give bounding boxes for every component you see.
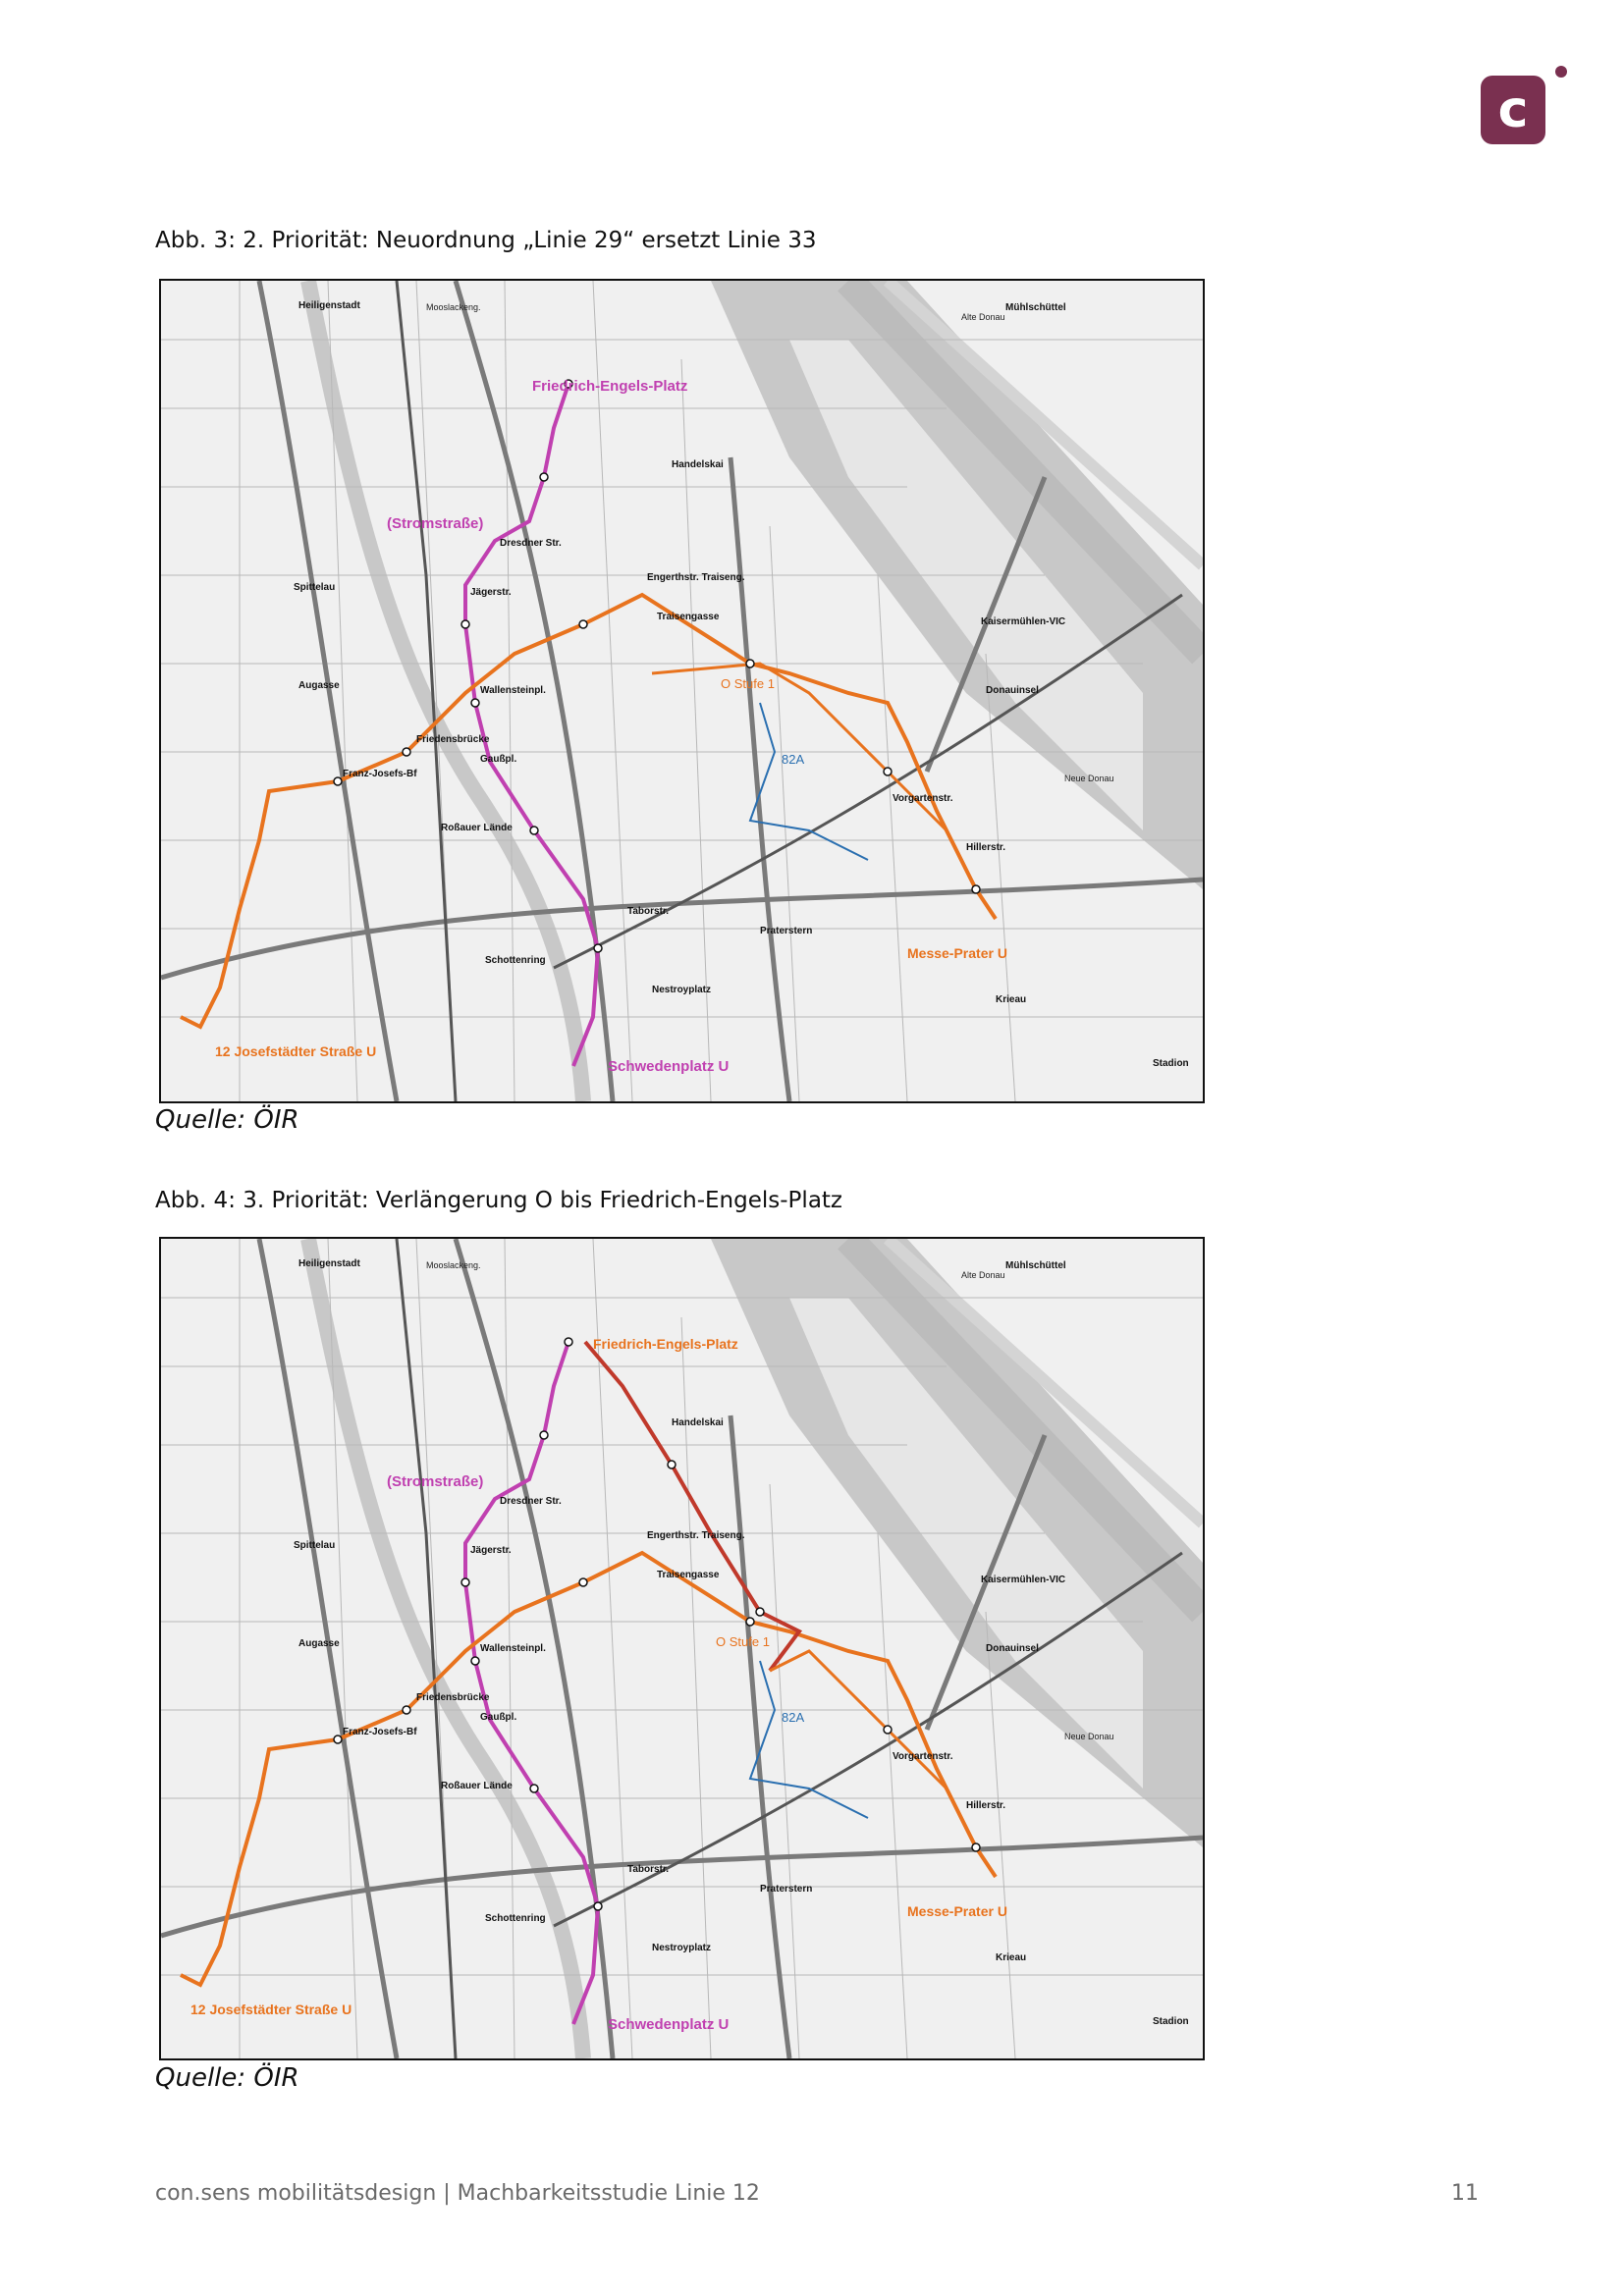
station-label: Donauinsel (986, 1643, 1039, 1654)
label-josefstaedter-strasse: 12 Josefstädter Straße U (190, 2002, 352, 2017)
label-messe-prater: Messe-Prater U (907, 1903, 1007, 1919)
station-label: Wallensteinpl. (480, 685, 546, 696)
station-label: Krieau (996, 994, 1027, 1005)
station-label: Mooslackeng. (426, 1260, 481, 1270)
station-label: Augasse (298, 680, 340, 691)
station-label: Heiligenstadt (298, 1258, 360, 1269)
station-label: Vorgartenstr. (893, 1751, 953, 1762)
station-label: Jägerstr. (470, 587, 512, 598)
station-label: Roßauer Lände (441, 1781, 513, 1791)
figure-caption: Abb. 3: 2. Priorität: Neuordnung „Linie 29“ ersetzt Linie 33 (155, 228, 817, 253)
station-label: Wallensteinpl. (480, 1643, 546, 1654)
station-label: Gaußpl. (480, 754, 517, 765)
station-label: Stadion (1153, 2016, 1189, 2027)
station-label: Heiligenstadt (298, 300, 360, 311)
station-label: Alte Donau (961, 312, 1005, 322)
brand-logo (1481, 76, 1545, 144)
station-label: Donauinsel (986, 685, 1039, 696)
label-o-stufe-1: O Stufe 1 (721, 676, 775, 691)
transit-map (159, 279, 1205, 1103)
label-josefstaedter-strasse: 12 Josefstädter Straße U (215, 1043, 377, 1059)
label-friedrich-engels-platz: Friedrich-Engels-Platz (532, 378, 688, 395)
station-label: Franz-Josefs-Bf (343, 769, 417, 779)
label-schwedenplatz: Schwedenplatz U (608, 1058, 730, 1075)
station-label: Handelskai (672, 459, 724, 470)
label-82a: 82A (782, 1710, 805, 1725)
station-label: Spittelau (294, 582, 336, 593)
logo-dot (1555, 66, 1567, 78)
station-label: Mühlschüttel (1005, 1260, 1066, 1271)
transit-map (159, 1237, 1205, 2060)
figure-source: Quelle: ÖIR (155, 2063, 299, 2093)
station-label: Taborstr. (627, 1864, 670, 1875)
station-label: Neue Donau (1064, 774, 1114, 783)
station-label: Kaisermühlen-VIC (981, 1575, 1066, 1585)
label-stromstrasse: (Stromstraße) (387, 515, 484, 532)
label-o-stufe-1: O Stufe 1 (716, 1634, 770, 1649)
station-label: Engerthstr. Traiseng. (647, 1530, 745, 1541)
station-label: Stadion (1153, 1058, 1189, 1069)
station-label: Friedensbrücke (416, 734, 490, 745)
station-label: Traisengasse (657, 612, 720, 622)
page-number: 11 (1451, 2181, 1479, 2206)
station-label: Traisengasse (657, 1570, 720, 1580)
figure-caption: Abb. 4: 3. Priorität: Verlängerung O bis Friedrich-Engels-Platz (155, 1188, 843, 1213)
map-graphic (161, 281, 1203, 1101)
station-label: Mühlschüttel (1005, 302, 1066, 313)
station-label: Alte Donau (961, 1270, 1005, 1280)
station-label: Schottenring (485, 1913, 546, 1924)
station-label: Nestroyplatz (652, 985, 712, 995)
label-messe-prater: Messe-Prater U (907, 945, 1007, 961)
station-label: Krieau (996, 1952, 1027, 1963)
station-label: Taborstr. (627, 906, 670, 917)
station-label: Mooslackeng. (426, 302, 481, 312)
station-label: Roßauer Lände (441, 823, 513, 833)
station-label: Schottenring (485, 955, 546, 966)
station-label: Hillerstr. (966, 1800, 1006, 1811)
logo-letter: c (1497, 80, 1529, 139)
station-label: Hillerstr. (966, 842, 1006, 853)
station-label: Engerthstr. Traiseng. (647, 572, 745, 583)
station-label: Jägerstr. (470, 1545, 512, 1556)
station-label: Augasse (298, 1638, 340, 1649)
station-label: Praterstern (760, 1884, 813, 1895)
map-graphic (161, 1239, 1203, 2058)
station-label: Nestroyplatz (652, 1943, 712, 1953)
station-label: Dresdner Str. (500, 538, 562, 549)
station-label: Spittelau (294, 1540, 336, 1551)
station-label: Friedensbrücke (416, 1692, 490, 1703)
label-schwedenplatz: Schwedenplatz U (608, 2016, 730, 2033)
label-82a: 82A (782, 752, 805, 767)
station-label: Handelskai (672, 1417, 724, 1428)
station-label: Neue Donau (1064, 1732, 1114, 1741)
station-label: Kaisermühlen-VIC (981, 616, 1066, 627)
figure-source: Quelle: ÖIR (155, 1105, 299, 1135)
station-label: Praterstern (760, 926, 813, 936)
station-label: Vorgartenstr. (893, 793, 953, 804)
label-friedrich-engels-platz: Friedrich-Engels-Platz (593, 1336, 738, 1352)
station-label: Dresdner Str. (500, 1496, 562, 1507)
station-label: Gaußpl. (480, 1712, 517, 1723)
label-stromstrasse: (Stromstraße) (387, 1473, 484, 1490)
station-label: Franz-Josefs-Bf (343, 1727, 417, 1737)
footer-text: con.sens mobilitätsdesign | Machbarkeitsstudie Linie 12 (155, 2181, 760, 2206)
